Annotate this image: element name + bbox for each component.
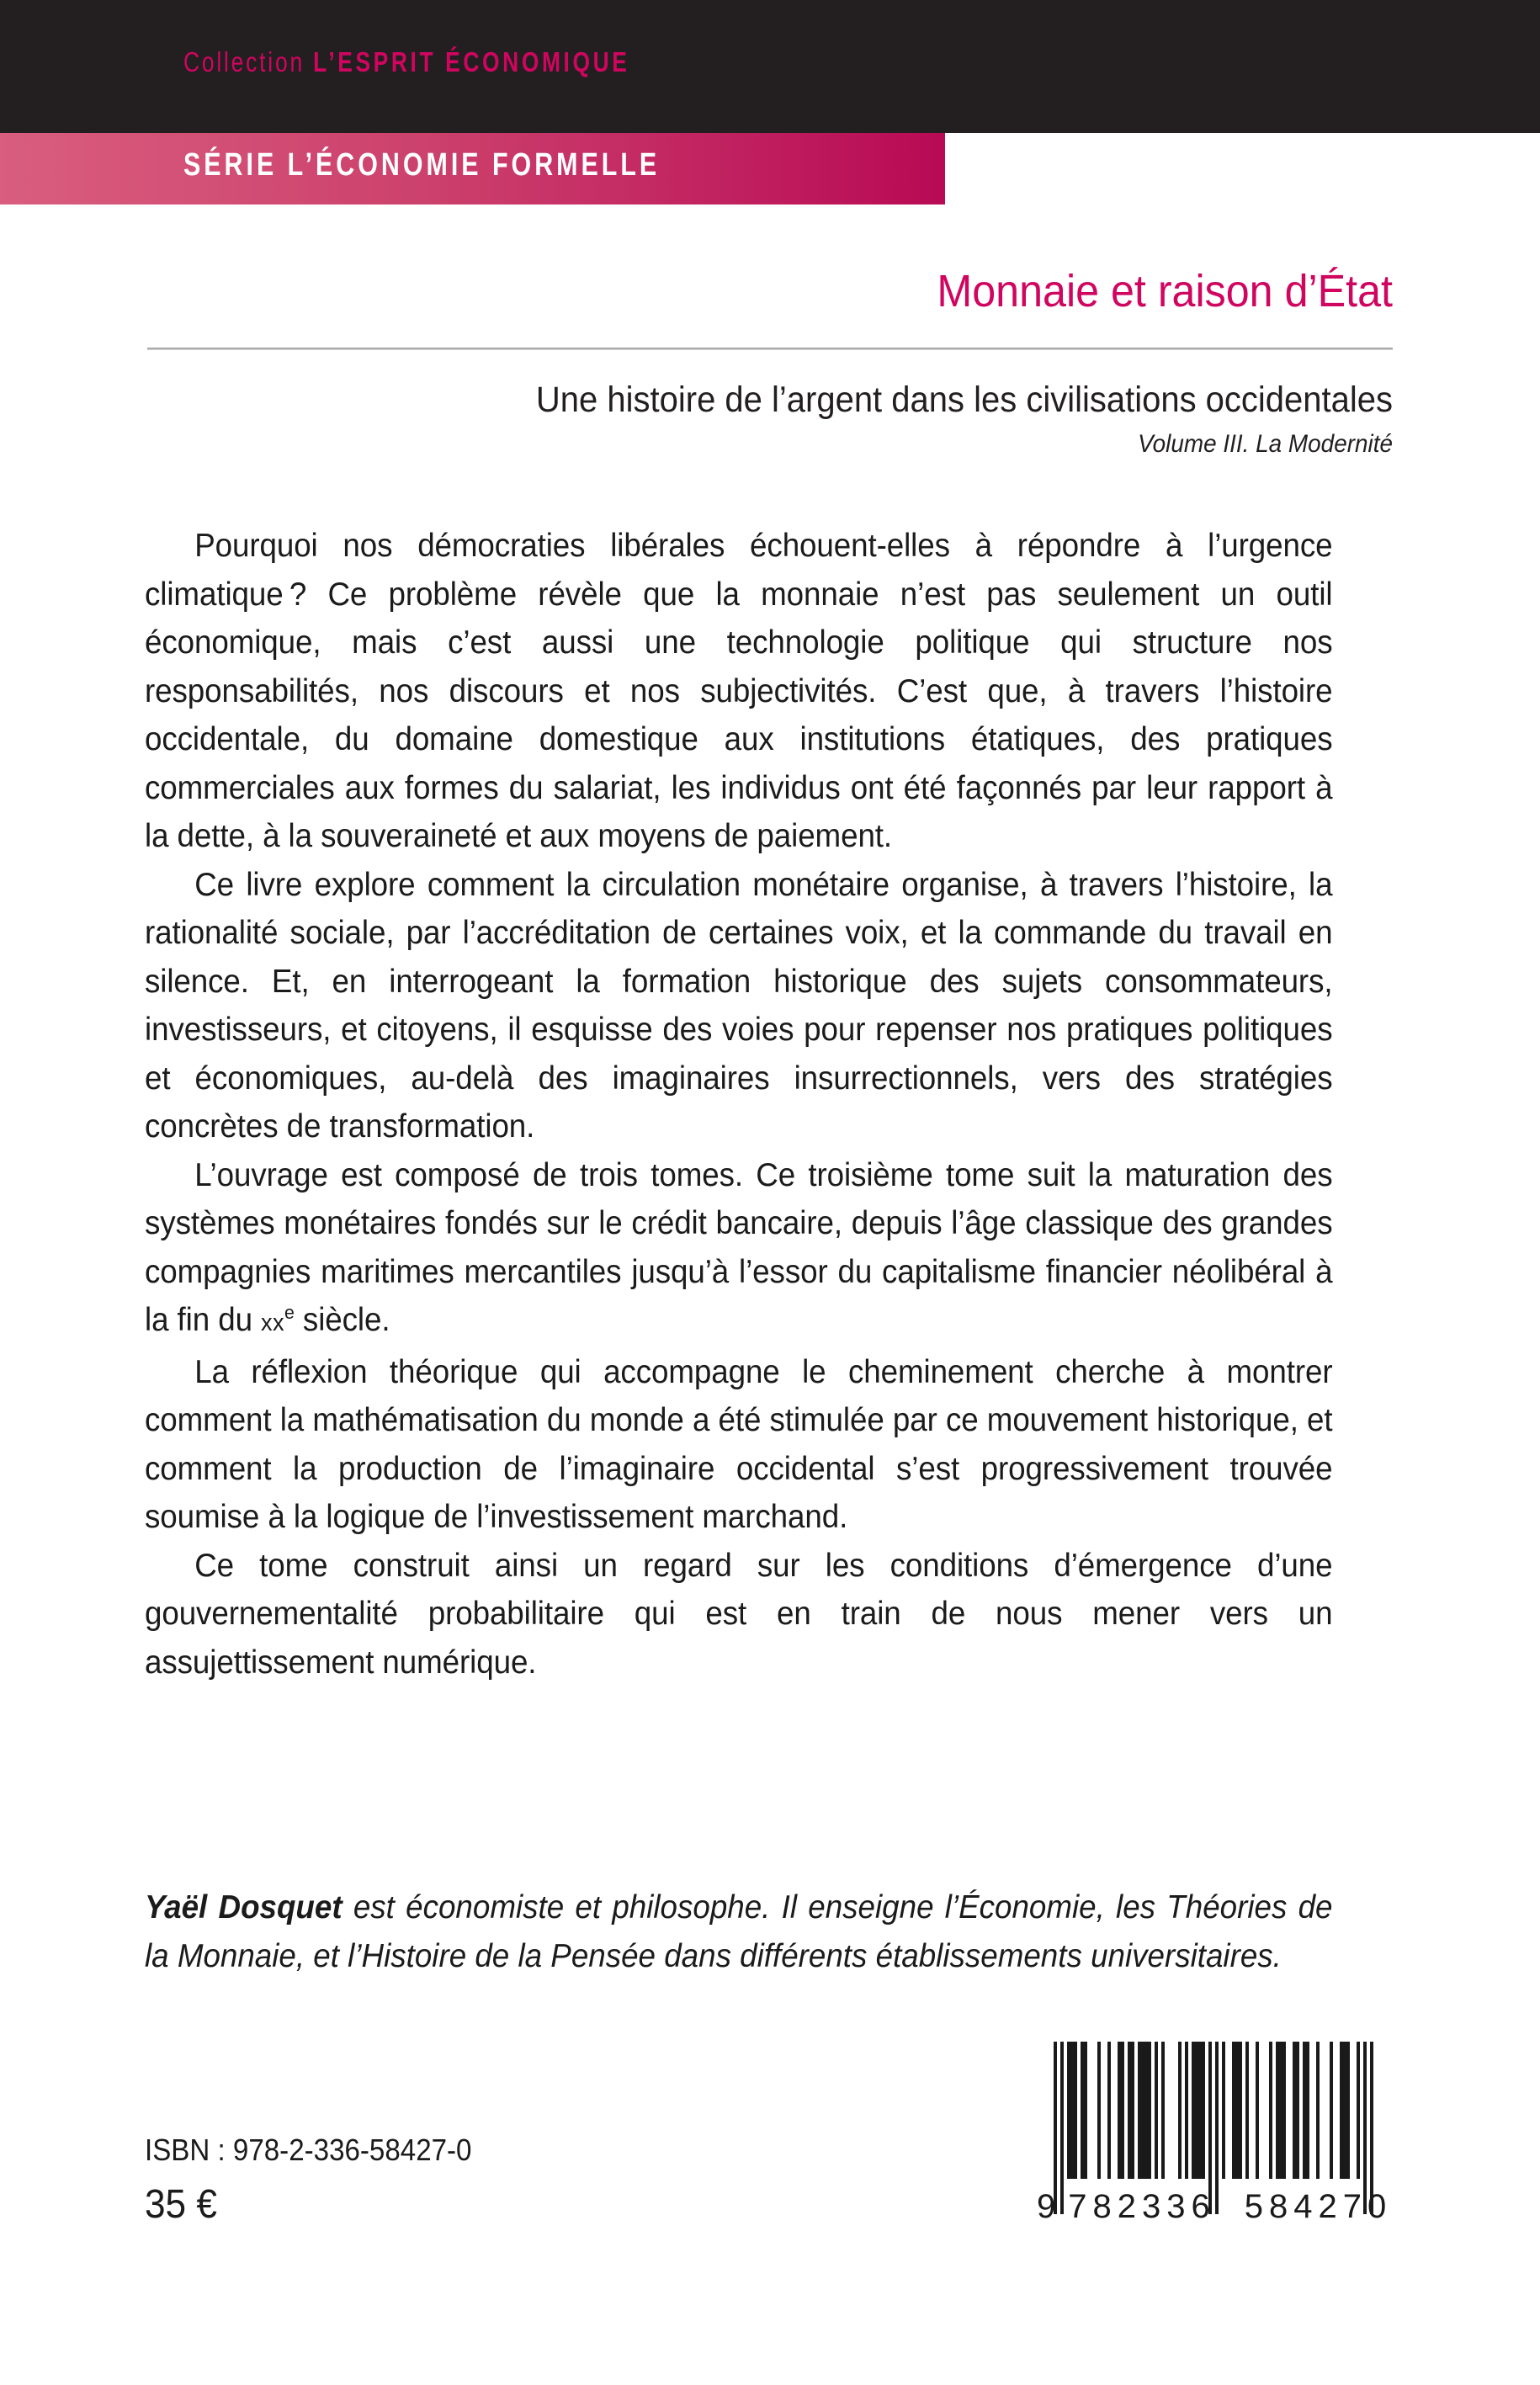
blurb-paragraph-5: Ce tome construit ainsi un regard sur les conditions d’émergence d’une gouvernementalité probabilitaire qui est en train de nous mener vers un assujettissement numérique. [145,1547,1333,1681]
blurb-paragraph-2: Ce livre explore comment la circulation monétaire organise, à travers l’histoire, la rationalité sociale, par l’accréditation de certaines voix, et la commande du travail en silence. Et, en interrogeant la formation historique des sujets consommateurs, investisseurs, et citoyens, il esquisse des voies pour repenser nos pratiques politiques et économiques, au-delà des imaginaires insurrectionnels, vers des stratégies concrètes de transformation. [145,866,1333,1145]
series-label: SÉRIE L’ÉCONOMIE FORMELLE [183,147,661,183]
blurb-text [145,522,1389,1686]
author-bio [145,1883,1332,1980]
collection-label [183,46,630,78]
title-area [147,268,1393,459]
author-bio-text: est économiste et philosophe. Il enseigne l’Économie, les Théories de la Monnaie, et l’Histoire de la Pensée dans différents établissements universitaires. [145,1889,1333,1974]
collection-name: L’ESPRIT ÉCONOMIQUE [313,46,630,77]
price-label: 35 € [145,2182,217,2227]
barcode-lead-digit: 9 [1037,2188,1059,2225]
century-ordinal: e [284,1302,295,1324]
page-title: Monnaie et raison d’État [937,266,1393,316]
century-smallcaps: xx [261,1309,285,1336]
volume-label: Volume III. La Modernité [1138,429,1393,458]
blurb-paragraph-3 [145,1151,1332,1348]
title-divider [147,348,1393,350]
collection-prefix: Collection [183,46,314,77]
barcode-digits [1037,2188,1393,2226]
blurb-paragraph-4: La réflexion théorique qui accompagne le cheminement cherche à montrer comment la mathématisation du monde a été stimulée par ce mouvement historique, et comment la production de l’imaginaire occidental s’est progressivement trouvée soumise à la logique de l’investissement marchand. [145,1353,1333,1535]
barcode-group-right: 584270 [1244,2188,1393,2225]
page-subtitle: Une histoire de l’argent dans les civilisations occidentales [535,379,1393,420]
blurb-paragraph-3-main: L’ouvrage est composé de trois tomes. Ce troisième tome suit la maturation des systèmes monétaires fondés sur le crédit bancaire, depuis l’âge classique des grandes compagnies maritimes mercantiles jusqu’à l’essor du capitalisme financier néolibéral à la fin du [145,1156,1333,1338]
author-name: Yaël Dosquet [145,1889,343,1926]
isbn-label: ISBN : 978-2-336-58427-0 [145,2133,472,2167]
century-tail: siècle. [294,1302,390,1338]
blurb-paragraph-1: Pourquoi nos démocraties libérales échouent-elles à répondre à l’urgence climatique ? Ce problème révèle que la monnaie n’est pas seulement un outil économique, mais c’est aussi une technologie politique qui structure nos responsabilités, nos discours et nos subjectivités. C’est que, à travers l’histoire occidentale, du domaine domestique aux institutions étatiques, des pratiques commerciales aux formes du salariat, les individus ont été façonnés par leur rapport à la dette, à la souveraineté et aux moyens de paiement. [145,528,1333,854]
barcode-group-left: 782336 [1068,2188,1216,2225]
